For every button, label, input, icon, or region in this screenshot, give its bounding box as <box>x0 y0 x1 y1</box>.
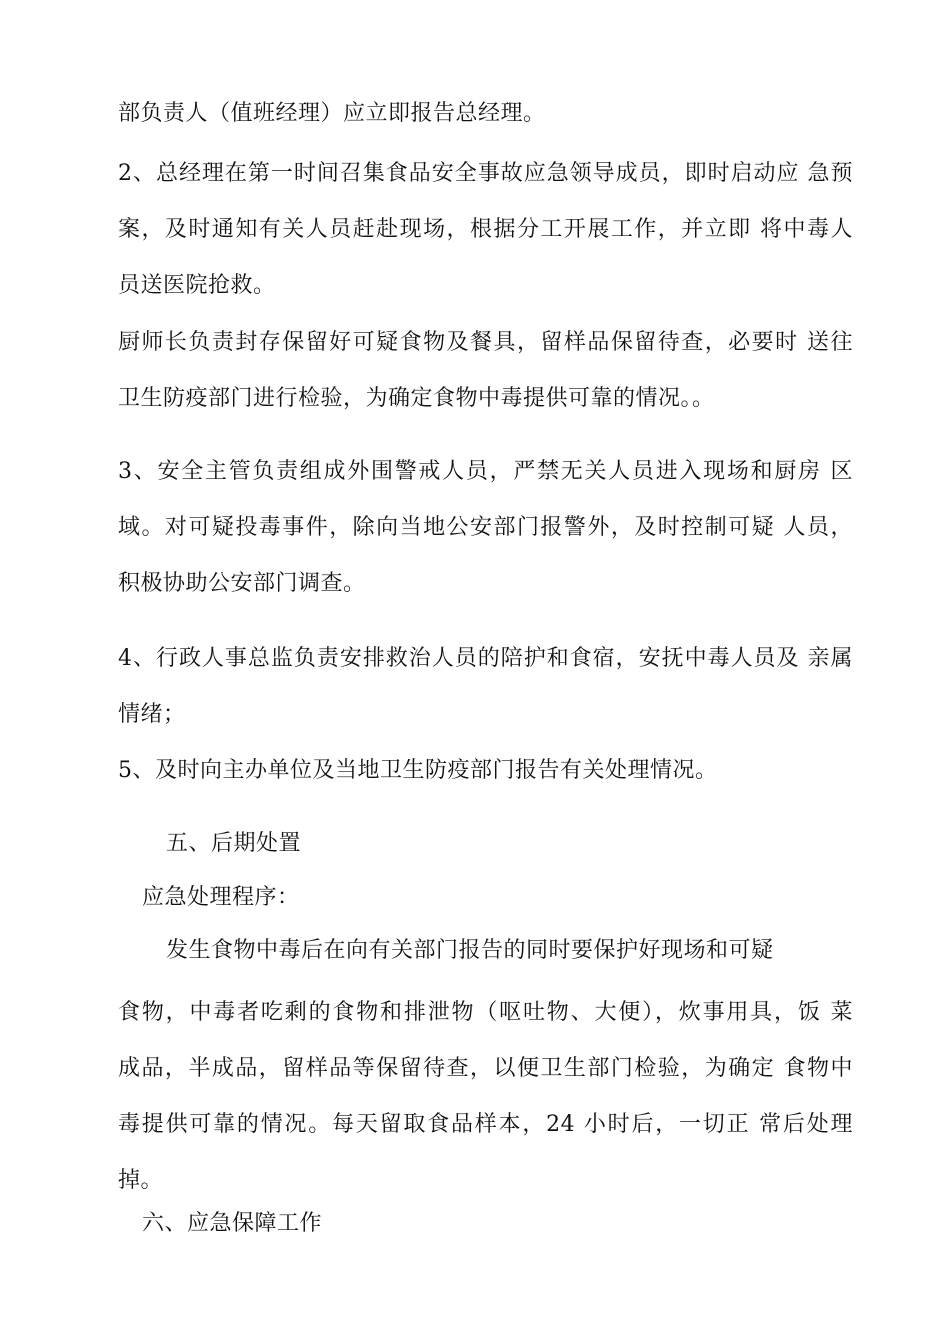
text-line: 部负责人（值班经理）应立即报告总经理。 <box>118 101 546 126</box>
text-line: 员送医院抢救。 <box>118 273 276 298</box>
text-line: 4、行政人事总监负责安排救治人员的陪护和食宿，安抚中毒人员及 亲属 <box>118 646 853 671</box>
text-line: 域。对可疑投毒事件，除向当地公安部门报警外，及时控制可疑 人员， <box>118 515 853 540</box>
text-line: 5、及时向主办单位及当地卫生防疫部门报告有关处理情况。 <box>118 758 718 783</box>
paragraph-item-3 <box>118 444 853 612</box>
text-line: 卫生防疫部门进行检验，为确定食物中毒提供可靠的情况。。 <box>118 386 715 411</box>
section-heading-6: 六、应急保障工作 <box>142 1211 323 1236</box>
paragraph-item-4 <box>118 631 853 743</box>
paragraph-report-manager <box>118 86 853 142</box>
text-line: 案，及时通知有关人员赶赴现场，根据分工开展工作，并立即 将中毒人 <box>118 217 853 242</box>
paragraph-first-line: 发生食物中毒后在向有关部门报告的同时要保护好现场和可疑 <box>166 938 774 963</box>
text-line: 毒提供可靠的情况。每天留取食品样本，24 小时后，一切正 常后处理 <box>118 1112 853 1137</box>
text-line: 厨师长负责封存保留好可疑食物及餐具，留样品保留待查，必要时 送往 <box>118 330 853 355</box>
text-line: 成品，半成品，留样品等保留待查，以便卫生部门检验，为确定 食物中 <box>118 1056 853 1081</box>
text-line: 3、安全主管负责组成外围警戒人员，严禁无关人员进入现场和厨房 区 <box>118 459 853 484</box>
paragraph-preserve-evidence <box>118 985 853 1209</box>
section-heading-5: 五、后期处置 <box>166 831 302 856</box>
text-line: 积极协助公安部门调查。 <box>118 571 366 596</box>
paragraph-chef-duty <box>118 315 853 427</box>
procedure-label: 应急处理程序： <box>142 885 300 910</box>
paragraph-item-2 <box>118 146 853 314</box>
text-line: 情绪； <box>118 702 186 727</box>
text-line: 2、总经理在第一时间召集食品安全事故应急领导成员，即时启动应 急预 <box>118 161 853 186</box>
paragraph-item-5 <box>118 743 853 799</box>
text-line: 食物，中毒者吃剩的食物和排泄物（呕吐物、大便），炊事用具，饭 菜 <box>118 1000 853 1025</box>
text-line: 掉。 <box>118 1168 164 1193</box>
